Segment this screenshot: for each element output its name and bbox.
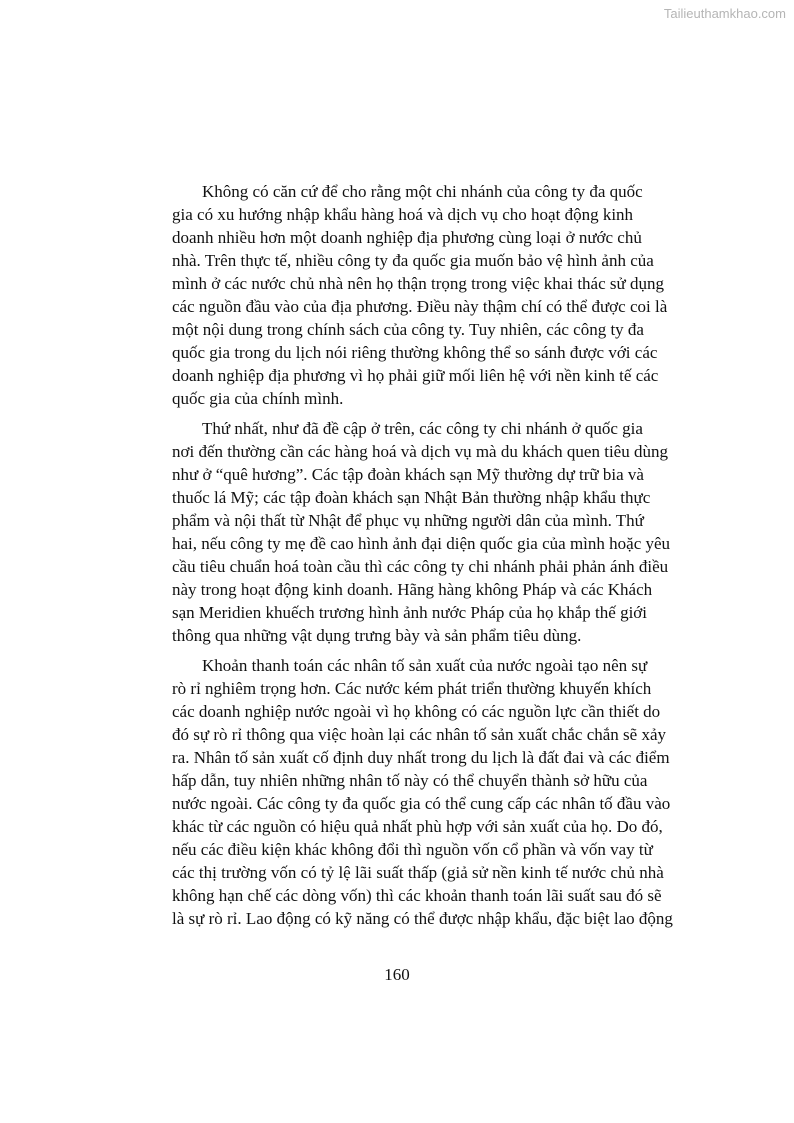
text-line: mình ở các nước chủ nhà nên họ thận trọng trong việc khai thác sử dụng [172, 274, 664, 293]
text-line: phẩm và nội thất từ Nhật để phục vụ những người dân của mình. Thứ [172, 511, 644, 530]
document-body [172, 180, 673, 937]
text-line: Không có căn cứ để cho rằng một chi nhánh của công ty đa quốc [202, 182, 643, 201]
text-line: gia có xu hướng nhập khẩu hàng hoá và dịch vụ cho hoạt động kinh [172, 205, 634, 224]
text-line: hấp dẫn, tuy nhiên những nhân tố này có thể chuyển thành sở hữu của [172, 771, 648, 790]
text-line: các nguồn đầu vào của địa phương. Điều này thậm chí có thể được coi là [172, 297, 668, 316]
text-line: đó sự rò rỉ thông qua việc hoàn lại các nhân tố sản xuất chắc chắn sẽ xảy [172, 725, 667, 744]
paragraph [172, 180, 668, 410]
text-line: như ở “quê hương”. Các tập đoàn khách sạn Mỹ thường dự trữ bia và [172, 465, 644, 484]
text-line: rò rỉ nghiêm trọng hơn. Các nước kém phát triển thường khuyến khích [172, 679, 652, 698]
text-line: là sự rò rỉ. Lao động có kỹ năng có thể được nhập khẩu, đặc biệt lao động [172, 909, 673, 928]
text-line: thuốc lá Mỹ; các tập đoàn khách sạn Nhật Bản thường nhập khẩu thực [172, 488, 651, 507]
text-line: hai, nếu công ty mẹ đề cao hình ảnh đại diện quốc gia của mình hoặc yêu [172, 534, 671, 553]
text-line: này trong hoạt động kinh doanh. Hãng hàng không Pháp và các Khách [172, 580, 653, 599]
text-line: nếu các điều kiện khác không đổi thì nguồn vốn cổ phần và vốn vay từ [172, 840, 653, 859]
text-line: doanh nghiệp địa phương vì họ phải giữ mối liên hệ với nền kinh tế các [172, 366, 659, 385]
text-line: một nội dung trong chính sách của công ty. Tuy nhiên, các công ty đa [172, 320, 644, 339]
text-line: thông qua những vật dụng trưng bày và sản phẩm tiêu dùng. [172, 626, 582, 645]
text-line: sạn Meridien khuếch trương hình ảnh nước Pháp của họ khắp thế giới [172, 603, 648, 622]
paragraph [172, 654, 673, 930]
text-line: ra. Nhân tố sản xuất cố định duy nhất trong du lịch là đất đai và các điểm [172, 748, 670, 767]
text-line: các doanh nghiệp nước ngoài vì họ không có các nguồn lực cần thiết do [172, 702, 661, 721]
text-line: cầu tiêu chuẩn hoá toàn cầu thì các công ty chi nhánh phải phản ánh điều [172, 557, 669, 576]
text-line: nước ngoài. Các công ty đa quốc gia có thể cung cấp các nhân tố đầu vào [172, 794, 671, 813]
page-number: 160 [384, 965, 410, 984]
text-line: Khoản thanh toán các nhân tố sản xuất của nước ngoài tạo nên sự [202, 656, 648, 675]
text-line: khác từ các nguồn có hiệu quả nhất phù hợp với sản xuất của họ. Do đó, [172, 817, 663, 836]
text-line: không hạn chế các dòng vốn) thì các khoản thanh toán lãi suất sau đó sẽ [172, 886, 662, 905]
text-line: quốc gia của chính mình. [172, 389, 344, 408]
paragraph [172, 417, 671, 647]
watermark: Tailieuthamkhao.com [663, 6, 786, 21]
text-line: Thứ nhất, như đã đề cập ở trên, các công ty chi nhánh ở quốc gia [202, 419, 643, 438]
text-line: nhà. Trên thực tế, nhiều công ty đa quốc gia muốn bảo vệ hình ảnh của [172, 251, 654, 270]
text-line: doanh nhiều hơn một doanh nghiệp địa phương cùng loại ở nước chủ [172, 228, 642, 247]
text-line: quốc gia trong du lịch nói riêng thường không thể so sánh được với các [172, 343, 658, 362]
text-line: các thị trường vốn có tỷ lệ lãi suất thấp (giả sử nền kinh tế nước chủ nhà [172, 863, 664, 882]
text-line: nơi đến thường cần các hàng hoá và dịch vụ mà du khách quen tiêu dùng [172, 442, 668, 461]
